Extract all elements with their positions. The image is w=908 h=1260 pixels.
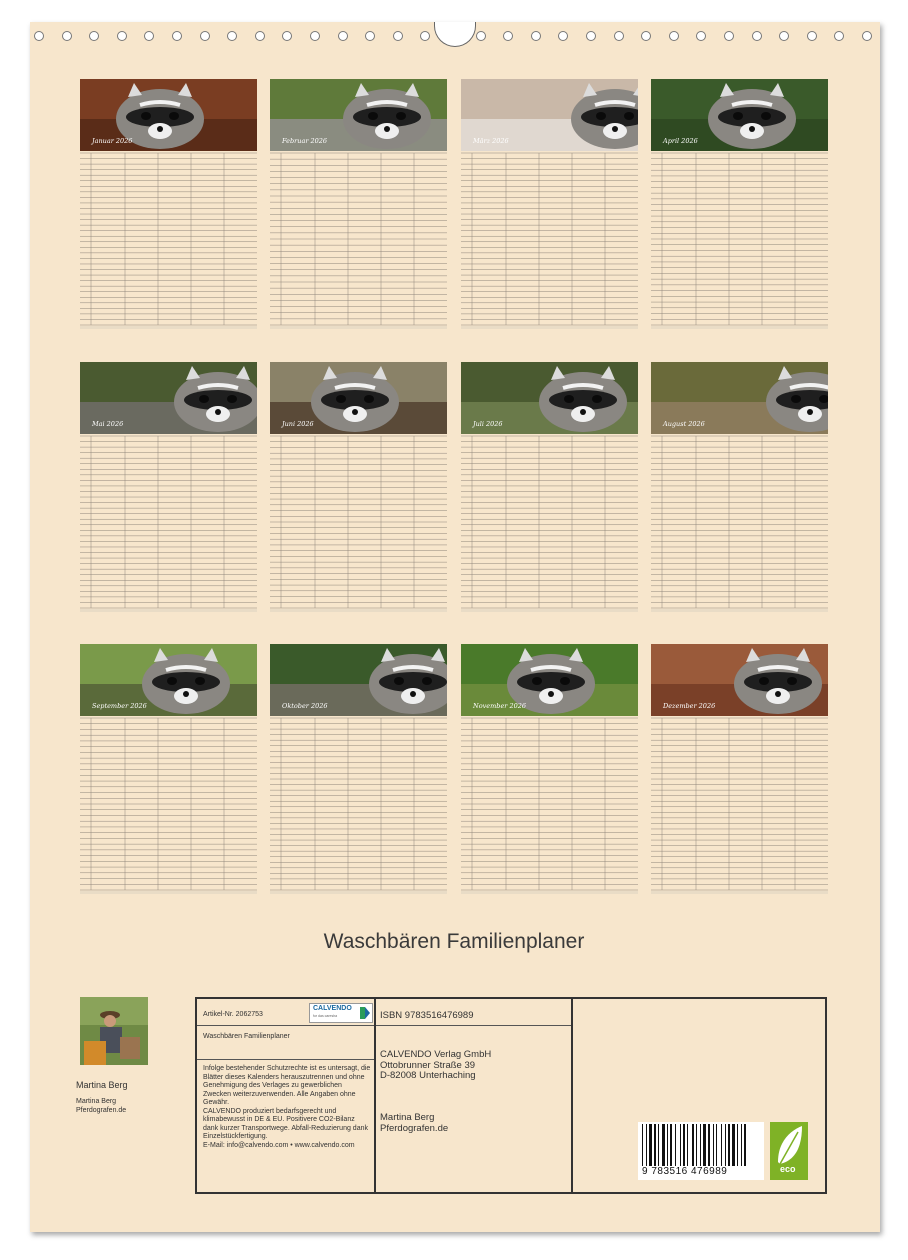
binding-hole (807, 31, 817, 41)
binding-hole (779, 31, 789, 41)
calvendo-logo-text: CALVENDO (313, 1005, 352, 1012)
month-block (270, 362, 447, 612)
barcode-bars-icon (638, 1122, 764, 1166)
photographer-line-2: Pferdografen.de (380, 1122, 449, 1134)
month-label: November 2026 (473, 702, 527, 710)
eco-badge (770, 1122, 808, 1180)
binding-hole (393, 31, 403, 41)
imprint-divider-2 (197, 1059, 374, 1060)
barcode-digits: 9 783516 476989 (642, 1166, 728, 1177)
binding-hole (255, 31, 265, 41)
month-planner-grid (461, 151, 638, 329)
binding-hole (200, 31, 210, 41)
month-label: Februar 2026 (282, 137, 328, 145)
calvendo-tagline: for das caresha (313, 1014, 338, 1018)
binding-hole (144, 31, 154, 41)
binding-hole (614, 31, 624, 41)
publisher-line-2: Ottobrunner Straße 39 (380, 1059, 476, 1071)
imprint-divider-1 (197, 1025, 374, 1026)
author-name: Martina Berg (76, 1080, 128, 1090)
month-block (270, 79, 447, 329)
month-planner-grid (80, 716, 257, 894)
month-label: Juni 2026 (282, 420, 314, 428)
publisher-address (380, 1050, 491, 1082)
binding-hole (476, 31, 486, 41)
binding-hole (282, 31, 292, 41)
month-planner-grid (80, 151, 257, 329)
month-planner-grid (461, 716, 638, 894)
month-label: April 2026 (663, 137, 698, 145)
binding-hole (420, 31, 430, 41)
month-planner-grid (270, 716, 447, 894)
publisher-line-3: D-82008 Unterhaching (380, 1070, 476, 1081)
month-block (461, 644, 638, 894)
month-label: September 2026 (92, 702, 147, 710)
author-credit-line1: Martina Berg (76, 1098, 117, 1105)
month-planner-grid (270, 151, 447, 329)
month-label: März 2026 (473, 137, 509, 145)
month-block (461, 79, 638, 329)
calvendo-logo (309, 1003, 373, 1023)
binding-hole (641, 31, 651, 41)
binding-hole (365, 31, 375, 41)
month-block (80, 362, 257, 612)
eco-label: eco (780, 1164, 796, 1174)
month-planner-grid (651, 716, 828, 894)
month-planner-grid (651, 151, 828, 329)
month-block (461, 362, 638, 612)
month-label: Dezember 2026 (663, 702, 716, 710)
binding-hole (834, 31, 844, 41)
imprint-col-legal (197, 999, 376, 1192)
binding-hole (696, 31, 706, 41)
photographer-credit (380, 1113, 448, 1134)
binding-hole (310, 31, 320, 41)
binding-hole (586, 31, 596, 41)
contact-text: E-Mail: info@calvendo.com • www.calvendo.com (203, 1141, 355, 1149)
month-planner-grid (80, 434, 257, 612)
author-photo (80, 997, 148, 1065)
binding-hole (752, 31, 762, 41)
binding-hole (172, 31, 182, 41)
binding-hole (558, 31, 568, 41)
month-block (651, 362, 828, 612)
author-credit-line2: Pferdografen.de (76, 1107, 127, 1114)
binding-hole (34, 31, 44, 41)
month-label: Oktober 2026 (282, 702, 328, 710)
month-block (651, 79, 828, 329)
month-block (651, 644, 828, 894)
month-planner-grid (270, 434, 447, 612)
month-planner-grid (651, 434, 828, 612)
binding-hole (724, 31, 734, 41)
binding-hole (862, 31, 872, 41)
month-label: August 2026 (663, 420, 705, 428)
month-block (270, 644, 447, 894)
month-planner-grid (461, 434, 638, 612)
binding-hole (338, 31, 348, 41)
calvendo-mark-icon (360, 1007, 370, 1019)
barcode (638, 1122, 764, 1180)
imprint-col-publisher (376, 999, 573, 1192)
legal-text: Infolge bestehender Schutzrechte ist es untersagt, die Blätter dieses Kalenders herauszutrennen und ohne Genehmigung des Verlages zu gewerblichen Zwecken weiterzuverwenden. Alle Angaben ohne Gewähr. (203, 1065, 371, 1106)
publisher-line-1: CALVENDO Verlag GmbH (380, 1049, 492, 1060)
article-number: Artikel-Nr. 2062753 (203, 1011, 263, 1018)
binding-hole (62, 31, 72, 41)
author-credit (76, 1097, 126, 1115)
month-label: Mai 2026 (92, 420, 124, 428)
binding-hole (669, 31, 679, 41)
binding-hole (531, 31, 541, 41)
product-name: Waschbären Familienplaner (203, 1033, 290, 1040)
imprint-divider-3 (376, 1025, 571, 1026)
calendar-title: Waschbären Familienplaner (323, 930, 585, 953)
isbn: ISBN 9783516476989 (380, 1010, 474, 1021)
photographer-line-1: Martina Berg (380, 1112, 435, 1123)
eco-text: CALVENDO produziert bedarfsgerecht und klimabewusst in DE & EU. Positivere CO2-Bilanz dank kurzer Transportwege. Abfall-Reduzierung dank Einzelstückfertigung. (203, 1107, 368, 1140)
imprint-box (195, 997, 827, 1194)
binding-hole (503, 31, 513, 41)
month-label: Januar 2026 (92, 137, 133, 145)
binding-hole (89, 31, 99, 41)
binding-hole (227, 31, 237, 41)
month-block (80, 79, 257, 329)
month-label: Juli 2026 (473, 420, 503, 428)
binding-hole (117, 31, 127, 41)
month-block (80, 644, 257, 894)
